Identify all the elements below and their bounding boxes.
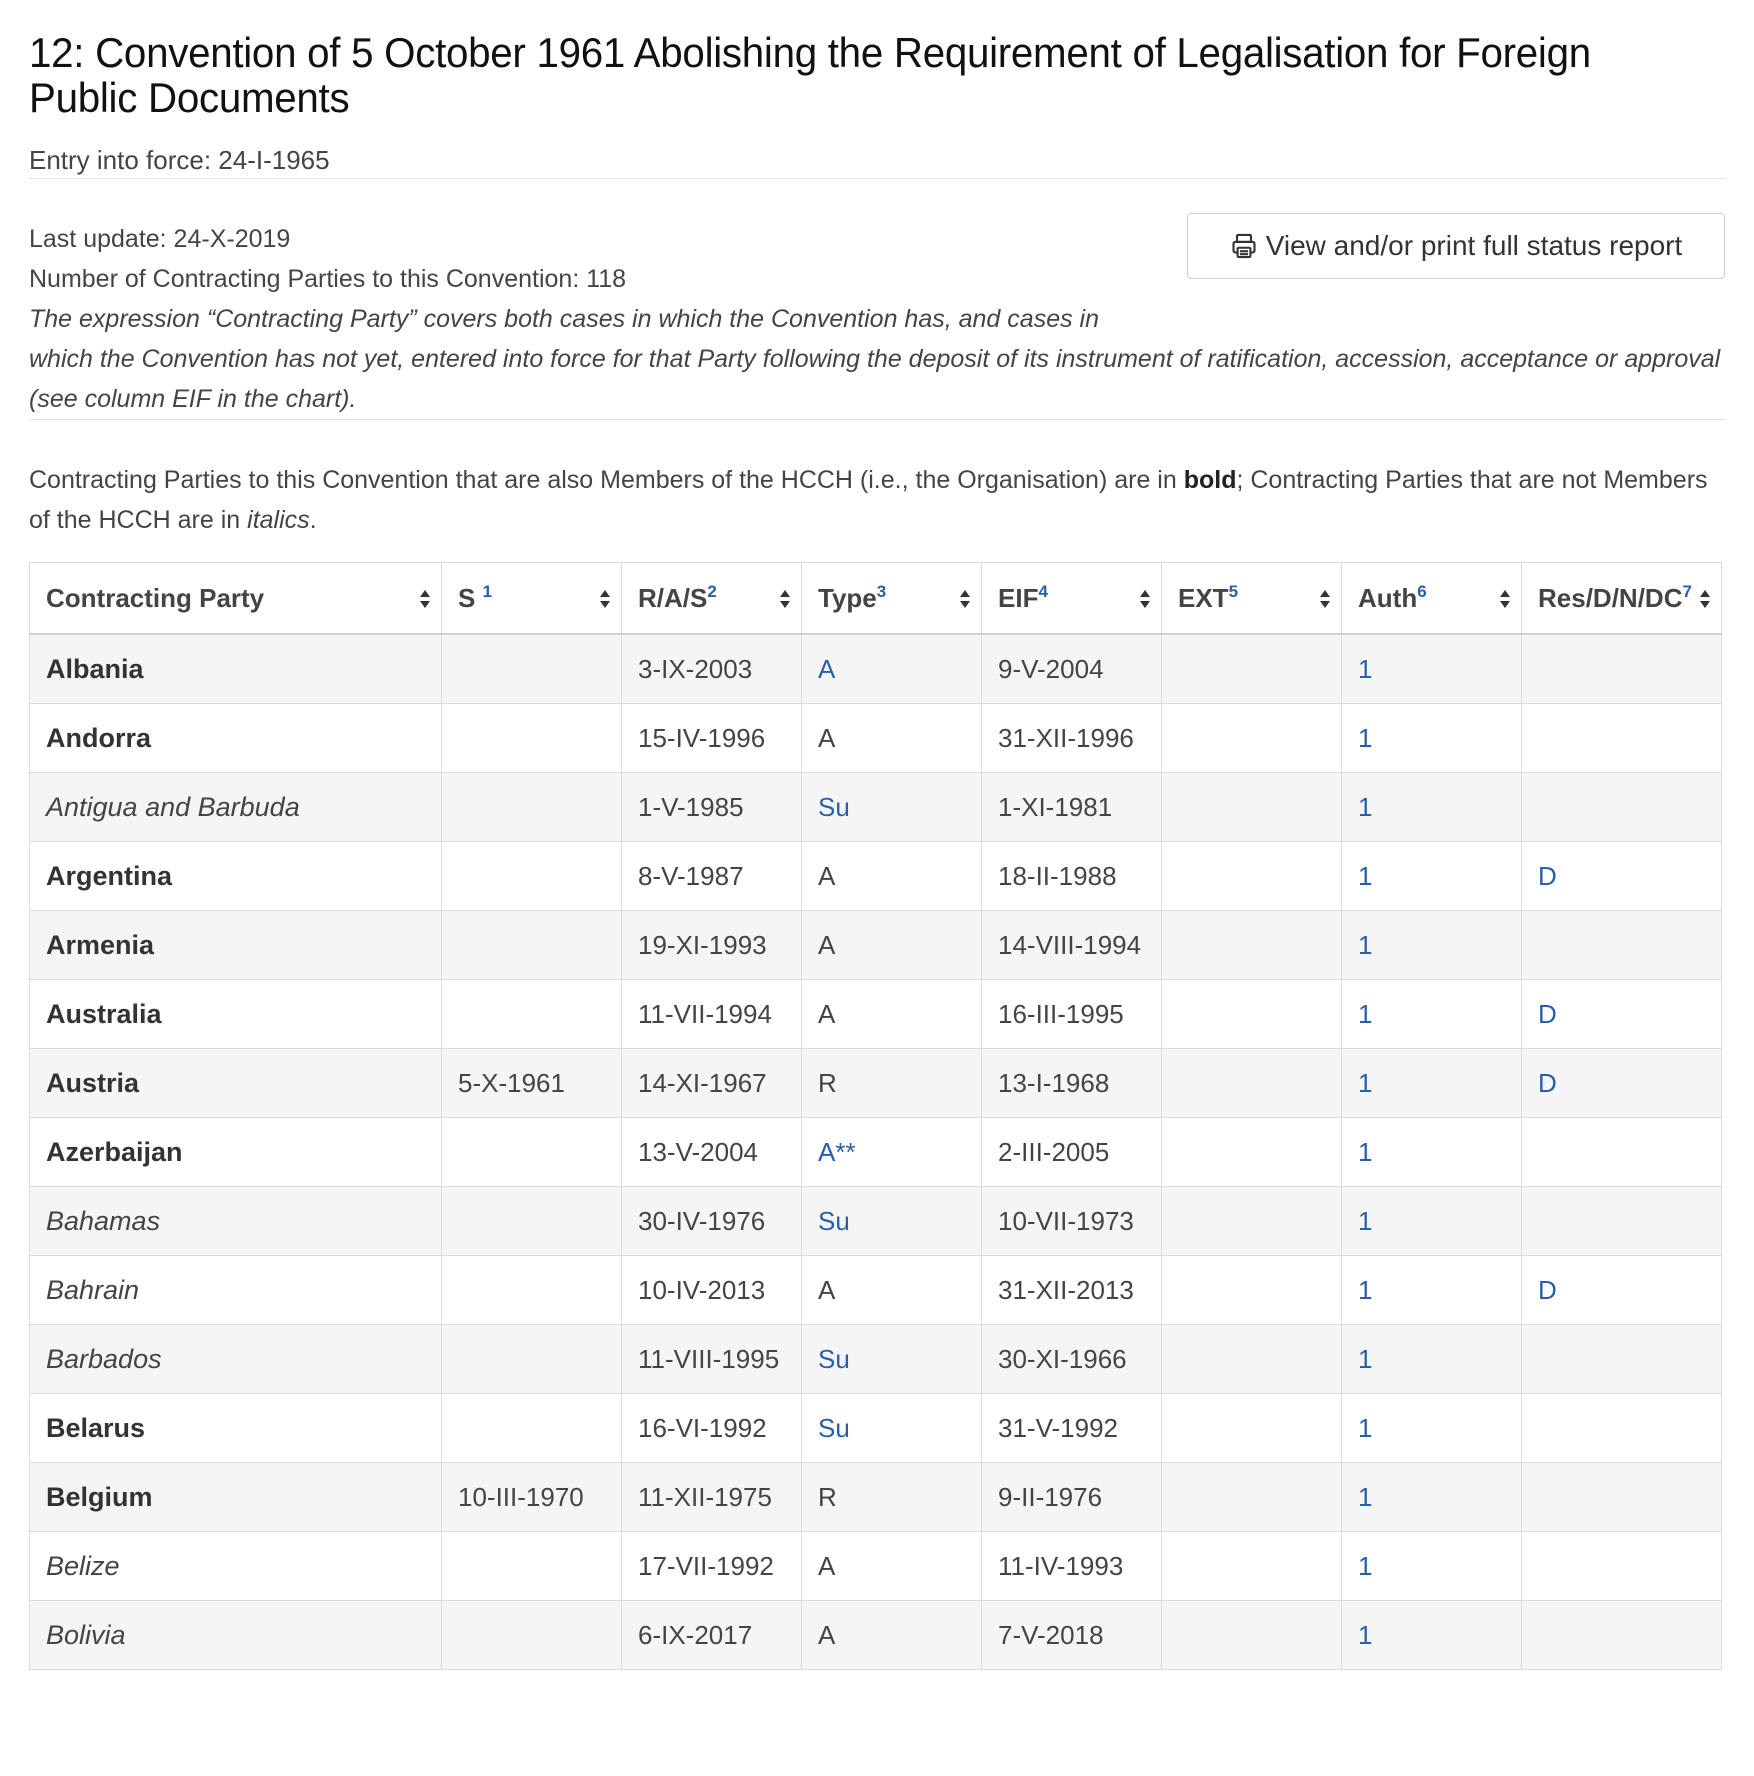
cell-auth-link[interactable]: 1 [1358, 791, 1373, 822]
table-row [30, 1532, 1722, 1601]
cell-eif: 18-II-1988 [982, 842, 1162, 911]
cell-type-link[interactable]: A [818, 653, 836, 684]
cell-ras: 17-VII-1992 [622, 1532, 802, 1601]
table-row [30, 911, 1722, 980]
sort-icon [1699, 589, 1711, 609]
table-row [30, 704, 1722, 773]
cell-res [1522, 1256, 1722, 1325]
cell-type [802, 1325, 982, 1394]
cell-eif: 14-VIII-1994 [982, 911, 1162, 980]
entry-into-force: Entry into force: 24-I-1965 [29, 145, 330, 175]
cell-party: Belgium [30, 1463, 442, 1532]
cell-auth [1342, 1049, 1522, 1118]
cell-type: A [802, 911, 982, 980]
table-row [30, 1118, 1722, 1187]
cell-eif: 13-I-1968 [982, 1049, 1162, 1118]
sort-icon [1499, 589, 1511, 609]
cell-eif: 31-XII-1996 [982, 704, 1162, 773]
cell-res-link[interactable]: D [1538, 860, 1557, 891]
cell-ras: 11-XII-1975 [622, 1463, 802, 1532]
table-row [30, 1463, 1722, 1532]
cell-auth [1342, 773, 1522, 842]
cell-res [1522, 980, 1722, 1049]
cell-signature [442, 1118, 622, 1187]
cell-ras: 1-V-1985 [622, 773, 802, 842]
cell-party: Bahamas [30, 1187, 442, 1256]
cell-ext [1162, 1187, 1342, 1256]
cell-auth [1342, 1256, 1522, 1325]
table-row [30, 773, 1722, 842]
column-header-party[interactable]: Contracting Party [30, 563, 442, 635]
cell-res [1522, 911, 1722, 980]
cell-auth-link[interactable]: 1 [1358, 860, 1373, 891]
cell-party: Argentina [30, 842, 442, 911]
cell-auth [1342, 704, 1522, 773]
cell-party: Armenia [30, 911, 442, 980]
cell-eif: 9-II-1976 [982, 1463, 1162, 1532]
cell-res [1522, 842, 1722, 911]
cell-signature [442, 1394, 622, 1463]
cell-type: A [802, 980, 982, 1049]
cell-eif: 31-V-1992 [982, 1394, 1162, 1463]
parties-count: Number of Contracting Parties to this Convention: 118 [29, 265, 627, 293]
sort-icon [1139, 589, 1151, 609]
cell-party: Belarus [30, 1394, 442, 1463]
cell-res [1522, 1187, 1722, 1256]
cell-type [802, 1118, 982, 1187]
table-row [30, 1256, 1722, 1325]
note-line-2: which the Convention has not yet, entered into force for that Party following the deposit of its instrument of ratification, accession, acceptance or approval (see column EIF in the chart). [29, 345, 1721, 413]
cell-party: Australia [30, 980, 442, 1049]
legend-italic-word: italics [247, 506, 310, 534]
cell-party: Belize [30, 1532, 442, 1601]
cell-signature [442, 773, 622, 842]
cell-res [1522, 1325, 1722, 1394]
table-row [30, 980, 1722, 1049]
cell-auth [1342, 911, 1522, 980]
cell-ext [1162, 773, 1342, 842]
cell-auth-link[interactable]: 1 [1358, 1067, 1373, 1098]
cell-auth-link[interactable]: 1 [1358, 722, 1373, 753]
cell-res [1522, 704, 1722, 773]
cell-ras: 15-IV-1996 [622, 704, 802, 773]
cell-ext [1162, 1463, 1342, 1532]
cell-party: Andorra [30, 704, 442, 773]
cell-signature: 10-III-1970 [442, 1463, 622, 1532]
printer-icon [1230, 232, 1258, 260]
column-header-ext[interactable]: EXT$^5$ [1162, 563, 1342, 635]
cell-auth [1342, 842, 1522, 911]
cell-auth-link[interactable]: 1 [1358, 1343, 1373, 1374]
cell-ras: 8-V-1987 [622, 842, 802, 911]
table-row [30, 842, 1722, 911]
cell-type [802, 1187, 982, 1256]
cell-signature [442, 1187, 622, 1256]
cell-type [802, 1394, 982, 1463]
legend-part-3: . [309, 506, 317, 534]
divider [29, 178, 1725, 179]
table-row [30, 634, 1722, 704]
legend-bold-word: bold [1183, 466, 1237, 494]
cell-ext [1162, 1601, 1342, 1670]
cell-signature [442, 911, 622, 980]
cell-auth-link[interactable]: 1 [1358, 1136, 1373, 1167]
column-header-s[interactable]: S $^1$ [442, 563, 622, 635]
cell-auth [1342, 1532, 1522, 1601]
cell-ext [1162, 980, 1342, 1049]
legend-text [29, 460, 1725, 540]
cell-auth [1342, 1325, 1522, 1394]
cell-party: Bahrain [30, 1256, 442, 1325]
legend-part-2: ; Contracting Parties that are not Members of the HCCH are in [29, 466, 1708, 534]
cell-eif: 11-IV-1993 [982, 1532, 1162, 1601]
cell-auth [1342, 1118, 1522, 1187]
cell-type-link[interactable]: Su [818, 791, 850, 822]
cell-type [802, 634, 982, 704]
sort-icon [779, 589, 791, 609]
cell-type-link[interactable]: A** [818, 1136, 856, 1167]
cell-auth-link[interactable]: 1 [1358, 653, 1373, 684]
cell-auth-link[interactable]: 1 [1358, 1481, 1373, 1512]
cell-party: Austria [30, 1049, 442, 1118]
cell-auth [1342, 1394, 1522, 1463]
cell-ext [1162, 704, 1342, 773]
cell-res [1522, 1049, 1722, 1118]
cell-party: Antigua and Barbuda [30, 773, 442, 842]
table-row [30, 1601, 1722, 1670]
table-row [30, 1394, 1722, 1463]
cell-ext [1162, 1256, 1342, 1325]
cell-ext [1162, 842, 1342, 911]
cell-auth-link[interactable]: 1 [1358, 1205, 1373, 1236]
cell-ras: 14-XI-1967 [622, 1049, 802, 1118]
cell-signature: 5-X-1961 [442, 1049, 622, 1118]
cell-ras: 13-V-2004 [622, 1118, 802, 1187]
cell-ras: 19-XI-1993 [622, 911, 802, 980]
note-line-1: The expression “Contracting Party” covers both cases in which the Convention has, and cases in [29, 305, 1099, 333]
cell-res [1522, 1394, 1722, 1463]
cell-party: Bolivia [30, 1601, 442, 1670]
table-row [30, 1049, 1722, 1118]
cell-ext [1162, 1532, 1342, 1601]
cell-party: Albania [30, 634, 442, 704]
cell-auth-link[interactable]: 1 [1358, 929, 1373, 960]
page-content [29, 30, 1725, 1670]
column-header-auth[interactable]: Auth$^6$ [1342, 563, 1522, 635]
cell-ras: 3-IX-2003 [622, 634, 802, 704]
cell-res-link[interactable]: D [1538, 1067, 1557, 1098]
print-report-button[interactable] [1187, 213, 1725, 279]
cell-signature [442, 1325, 622, 1394]
cell-ras: 11-VII-1994 [622, 980, 802, 1049]
cell-auth-link[interactable]: 1 [1358, 998, 1373, 1029]
cell-ext [1162, 634, 1342, 704]
sort-icon [599, 589, 611, 609]
cell-res [1522, 1118, 1722, 1187]
cell-res [1522, 1532, 1722, 1601]
cell-type-link[interactable]: Su [818, 1343, 850, 1374]
cell-type: A [802, 1601, 982, 1670]
cell-ras: 6-IX-2017 [622, 1601, 802, 1670]
column-header-eif[interactable]: EIF$^4$ [982, 563, 1162, 635]
cell-eif: 2-III-2005 [982, 1118, 1162, 1187]
cell-eif: 7-V-2018 [982, 1601, 1162, 1670]
cell-signature [442, 634, 622, 704]
sort-icon [1319, 589, 1331, 609]
cell-type-link[interactable]: Su [818, 1412, 850, 1443]
status-table [29, 562, 1722, 1670]
print-report-label: View and/or print full status report [1265, 230, 1683, 261]
divider [29, 419, 1725, 420]
cell-res-link[interactable]: D [1538, 1274, 1557, 1305]
cell-ras: 11-VIII-1995 [622, 1325, 802, 1394]
table-header-row [30, 563, 1722, 635]
cell-res-link[interactable]: D [1538, 998, 1557, 1029]
cell-ras: 16-VI-1992 [622, 1394, 802, 1463]
cell-ext [1162, 1049, 1342, 1118]
cell-auth [1342, 1463, 1522, 1532]
cell-type: A [802, 842, 982, 911]
cell-res [1522, 773, 1722, 842]
cell-ext [1162, 1325, 1342, 1394]
cell-auth-link[interactable]: 1 [1358, 1274, 1373, 1305]
cell-type-link[interactable]: Su [818, 1205, 850, 1236]
column-header-ras[interactable]: $R/A/S^2$ [622, 563, 802, 635]
cell-type: A [802, 1256, 982, 1325]
cell-auth [1342, 634, 1522, 704]
cell-eif: 9-V-2004 [982, 634, 1162, 704]
cell-auth-link[interactable]: 1 [1358, 1412, 1373, 1443]
table-body [30, 634, 1722, 1670]
cell-eif: 31-XII-2013 [982, 1256, 1162, 1325]
cell-eif: 16-III-1995 [982, 980, 1162, 1049]
cell-auth [1342, 980, 1522, 1049]
cell-signature [442, 1256, 622, 1325]
legend-part-1: Contracting Parties to this Convention that are also Members of the HCCH (i.e., the Organisation) are in [29, 466, 1184, 494]
cell-signature [442, 842, 622, 911]
cell-type: A [802, 704, 982, 773]
cell-type: R [802, 1463, 982, 1532]
cell-ras: 10-IV-2013 [622, 1256, 802, 1325]
cell-signature [442, 1601, 622, 1670]
cell-res [1522, 1463, 1722, 1532]
table-row [30, 1325, 1722, 1394]
column-header-res[interactable]: Res/$D/N/DC^7$ [1522, 563, 1722, 635]
cell-type: R [802, 1049, 982, 1118]
column-header-type[interactable]: Type$^3$ [802, 563, 982, 635]
last-update: Last update: 24-X-2019 [29, 225, 291, 253]
cell-type: A [802, 1532, 982, 1601]
status-info [29, 219, 1725, 419]
sort-icon [959, 589, 971, 609]
sort-icon [419, 589, 431, 609]
cell-party: Azerbaijan [30, 1118, 442, 1187]
cell-eif: 10-VII-1973 [982, 1187, 1162, 1256]
table-row [30, 1187, 1722, 1256]
cell-auth [1342, 1601, 1522, 1670]
cell-auth-link[interactable]: 1 [1358, 1550, 1373, 1581]
cell-res [1522, 634, 1722, 704]
cell-eif: 30-XI-1966 [982, 1325, 1162, 1394]
cell-ext [1162, 1394, 1342, 1463]
cell-eif: 1-XI-1981 [982, 773, 1162, 842]
cell-ras: 30-IV-1976 [622, 1187, 802, 1256]
cell-ext [1162, 1118, 1342, 1187]
cell-auth-link[interactable]: 1 [1358, 1619, 1373, 1650]
page-title: 12: Convention of 5 October 1961 Abolishing the Requirement of Legalisation for Foreign Public Documents [29, 29, 1591, 121]
cell-signature [442, 1532, 622, 1601]
cell-signature [442, 704, 622, 773]
cell-ext [1162, 911, 1342, 980]
cell-party: Barbados [30, 1325, 442, 1394]
cell-auth [1342, 1187, 1522, 1256]
cell-res [1522, 1601, 1722, 1670]
cell-signature [442, 980, 622, 1049]
cell-type [802, 773, 982, 842]
